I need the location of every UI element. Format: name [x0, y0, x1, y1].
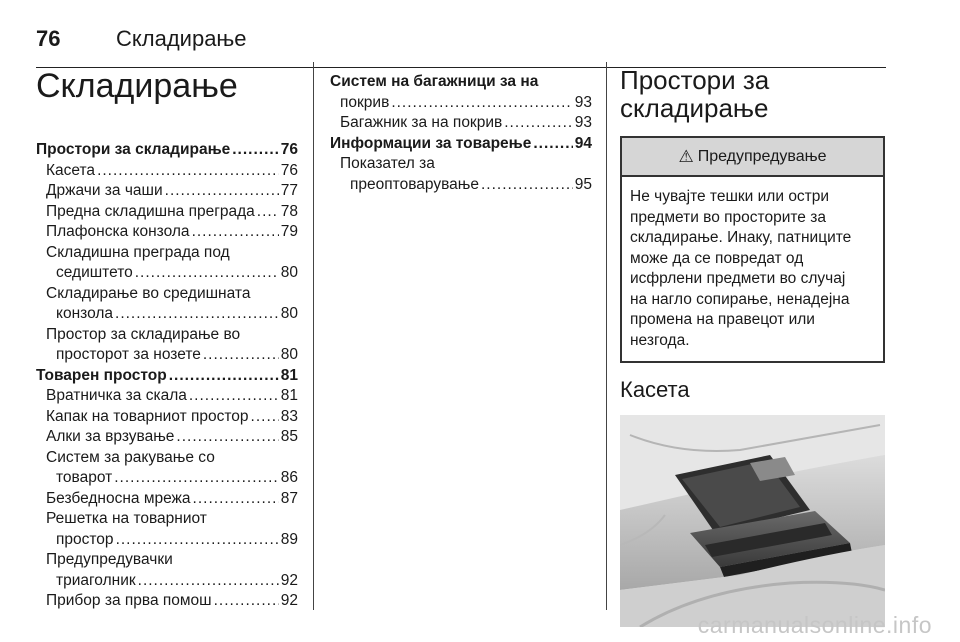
toc-entry[interactable] — [36, 181, 298, 202]
toc-leader-dots — [203, 345, 279, 366]
toc-line — [36, 345, 298, 366]
toc-page-number: 81 — [280, 366, 298, 384]
toc-entry[interactable] — [36, 591, 298, 612]
toc-line — [36, 263, 298, 284]
glovebox-illustration — [620, 415, 885, 627]
toc-page-number: 80 — [280, 264, 298, 281]
toc-line — [36, 366, 298, 387]
toc-leader-dots — [192, 222, 279, 243]
toc-line — [36, 427, 298, 448]
toc-entry-title: триаголник — [56, 571, 136, 589]
section-title-line: Простори за — [620, 65, 770, 95]
toc-line — [330, 93, 592, 114]
toc-leader-dots — [176, 427, 278, 448]
toc-line — [330, 175, 592, 196]
toc-line — [36, 591, 298, 612]
warning-title: Предупредување — [697, 147, 827, 165]
warning-line: складирање. Инаку, патниците — [630, 229, 852, 246]
toc-entry-title: товарот — [56, 469, 113, 486]
toc-entry[interactable] — [36, 509, 298, 550]
toc-leader-dots — [232, 140, 279, 161]
toc-entry[interactable] — [330, 154, 592, 195]
toc-entry-title: Безбедносна мрежа — [46, 489, 191, 507]
toc-entry[interactable] — [330, 113, 592, 134]
toc-entry-title: Простори за складирање — [36, 141, 231, 158]
toc-leader-dots — [481, 175, 573, 196]
toc-list — [36, 140, 298, 612]
toc-entry[interactable] — [36, 325, 298, 366]
toc-entry-title: Товарен простор — [36, 366, 167, 384]
toc-entry-title: Предна складишна преграда — [46, 202, 255, 220]
page-number: 76 — [36, 26, 61, 51]
toc-entry[interactable] — [36, 366, 298, 387]
toc-entry-title: Предупредувачки — [46, 551, 173, 568]
toc-line — [330, 134, 592, 155]
toc-line — [36, 571, 298, 592]
toc-leader-dots — [116, 530, 279, 551]
warning-text — [622, 177, 883, 361]
warning-line: на нагло сопирање, ненадејна — [630, 290, 850, 308]
toc-entry[interactable] — [36, 222, 298, 243]
toc-page-number: 93 — [574, 93, 592, 111]
toc-leader-dots — [165, 181, 279, 202]
toc-entry[interactable] — [36, 448, 298, 489]
toc-entry[interactable] — [36, 140, 298, 161]
toc-line — [36, 386, 298, 407]
running-title: Складирање — [116, 26, 247, 51]
toc-page-number: 76 — [280, 141, 298, 158]
toc-line — [36, 325, 298, 346]
toc-line — [36, 202, 298, 223]
toc-line — [330, 154, 592, 175]
section-title-line: складирање — [620, 93, 769, 123]
toc-leader-dots — [391, 93, 572, 114]
warning-line: предмети во просторите за — [630, 208, 826, 226]
toc-line — [36, 448, 298, 469]
warning-line: незгода. — [630, 331, 690, 349]
content-column — [620, 66, 885, 627]
toc-entry-title: Систем за ракување со — [46, 448, 215, 466]
toc-line — [36, 222, 298, 243]
toc-leader-dots — [114, 468, 279, 489]
toc-entry-title: покрив — [340, 93, 390, 111]
toc-leader-dots — [138, 571, 279, 592]
toc-entry[interactable] — [36, 161, 298, 182]
toc-page-number: 87 — [280, 489, 298, 507]
toc-entry-title: Показател за — [340, 155, 435, 172]
toc-entry[interactable] — [36, 386, 298, 407]
toc-entry-title: простор — [56, 530, 114, 548]
toc-entry[interactable] — [36, 427, 298, 448]
toc-column-1 — [36, 66, 298, 612]
toc-line — [330, 72, 592, 93]
toc-entry-title: Информации за товарење — [330, 134, 532, 152]
toc-page-number: 77 — [280, 182, 298, 199]
toc-line — [36, 489, 298, 510]
toc-entry-title: Плафонска конзола — [46, 223, 190, 240]
subsection-title: Касета — [620, 377, 690, 402]
toc-leader-dots — [251, 407, 279, 428]
toc-list — [330, 72, 592, 195]
toc-line — [36, 509, 298, 530]
toc-leader-dots — [115, 304, 279, 325]
toc-leader-dots — [504, 113, 573, 134]
toc-page-number: 85 — [280, 428, 298, 445]
toc-entry[interactable] — [330, 72, 592, 113]
watermark: carmanualsonline.info — [697, 612, 932, 638]
toc-line — [36, 284, 298, 305]
toc-entry-title: Складишна преграда под — [46, 243, 230, 261]
toc-leader-dots — [533, 134, 572, 155]
section-title — [620, 66, 885, 122]
warning-line: исфрлени предмети во случај — [630, 270, 846, 287]
toc-entry-title: седиштето — [56, 264, 133, 281]
toc-entry[interactable] — [36, 243, 298, 284]
toc-page-number: 76 — [280, 161, 298, 179]
toc-column-2 — [330, 72, 592, 195]
toc-entry-title: Систем на багажници за на — [330, 73, 539, 90]
toc-page-number: 92 — [280, 571, 298, 589]
toc-entry-title: конзола — [56, 305, 114, 322]
toc-entry-title: Алки за врзување — [46, 428, 175, 445]
toc-entry-title: Вратничка за скала — [46, 387, 187, 404]
toc-line — [36, 304, 298, 325]
chapter-title: Складирање — [36, 67, 238, 105]
toc-leader-dots — [257, 202, 279, 223]
toc-line — [36, 530, 298, 551]
toc-page-number: 86 — [280, 469, 298, 486]
toc-page-number: 79 — [280, 223, 298, 240]
toc-line — [36, 181, 298, 202]
toc-page-number: 80 — [280, 346, 298, 363]
toc-leader-dots — [214, 591, 279, 612]
toc-entry-title: преоптоварување — [350, 175, 479, 193]
warning-line: Не чувајте тешки или остри — [630, 188, 830, 205]
toc-leader-dots — [135, 263, 279, 284]
toc-line — [36, 550, 298, 571]
toc-line — [36, 407, 298, 428]
toc-leader-dots — [169, 366, 279, 387]
warning-box — [620, 136, 885, 363]
toc-entry[interactable] — [36, 489, 298, 510]
toc-page-number: 78 — [280, 202, 298, 220]
toc-entry-title: Багажник за на покрив — [340, 114, 503, 131]
toc-leader-dots — [193, 489, 279, 510]
page-header — [36, 18, 886, 50]
toc-line — [36, 140, 298, 161]
warning-header — [622, 138, 883, 177]
toc-page-number: 93 — [574, 114, 592, 131]
toc-page-number: 83 — [280, 407, 298, 425]
toc-line — [36, 161, 298, 182]
toc-leader-dots — [189, 386, 279, 407]
toc-entry[interactable] — [36, 407, 298, 428]
toc-page-number: 89 — [280, 530, 298, 548]
toc-entry-title: Држачи за чаши — [46, 182, 163, 199]
toc-line — [36, 243, 298, 264]
toc-page-number: 95 — [574, 175, 592, 193]
toc-entry-title: просторот за нозете — [56, 346, 201, 363]
toc-entry[interactable] — [36, 284, 298, 325]
toc-entry[interactable] — [36, 550, 298, 591]
toc-entry-title: Простор за складирање во — [46, 325, 241, 343]
warning-line: промена на правецот или — [630, 311, 815, 328]
toc-line — [330, 113, 592, 134]
toc-page-number: 94 — [574, 134, 592, 152]
column-divider-2 — [606, 62, 607, 610]
toc-entry-title: Капак на товарниот простор — [46, 407, 249, 425]
warning-line: може да се повредат од — [630, 249, 804, 267]
toc-page-number: 81 — [280, 387, 298, 404]
column-divider-1 — [313, 62, 314, 610]
warning-icon: ⚠ — [678, 146, 694, 166]
toc-entry[interactable] — [330, 134, 592, 155]
toc-entry-title: Складирање во средишната — [46, 284, 251, 302]
toc-entry-title: Прибор за прва помош — [46, 592, 212, 609]
toc-leader-dots — [97, 161, 279, 182]
toc-entry[interactable] — [36, 202, 298, 223]
toc-page-number: 80 — [280, 305, 298, 322]
toc-entry-title: Решетка на товарниот — [46, 510, 207, 527]
toc-line — [36, 468, 298, 489]
toc-page-number: 92 — [280, 592, 298, 609]
toc-entry-title: Касета — [46, 161, 96, 179]
